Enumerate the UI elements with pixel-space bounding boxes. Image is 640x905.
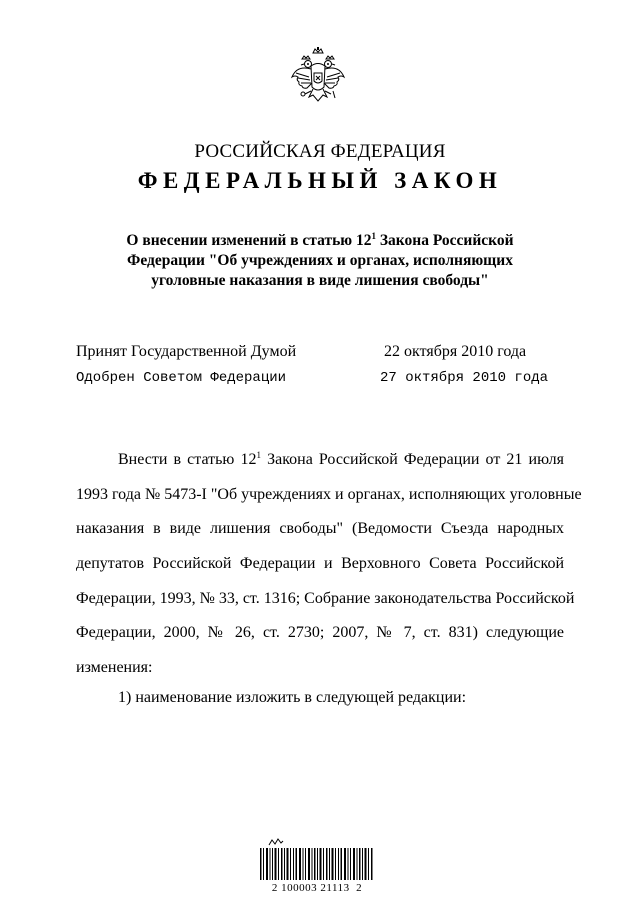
coat-of-arms-emblem (289, 47, 347, 117)
barcode-number: 2 100003 21113 2 (271, 882, 363, 894)
approved-date: 27 октября 2010 года (380, 370, 549, 386)
amendment-item-1: 1) наименование изложить в следующей редакции: (118, 689, 467, 706)
body-line-1 (76, 443, 564, 478)
body-line-5: Федерации, 1993, № 33, ст. 1316; Собрание законодательства Российской (76, 589, 575, 607)
subject-line-3: уголовные наказания в виде лишения свободы" (151, 272, 489, 289)
adopted-date: 22 октября 2010 года (384, 343, 527, 360)
body-line-6: Федерации, 2000, № 26, ст. 2730; 2007, № 7, ст. 831) следующие (76, 624, 564, 642)
approved-by-council-label: Одобрен Советом Федерации (76, 370, 287, 386)
subject-line-2: Федерации "Об учреждениях и органах, исполняющих (127, 252, 513, 269)
barcode-logo-mark (268, 838, 284, 846)
subject-line-1-tail: Закона Российской (376, 232, 514, 249)
document-type-title: ФЕДЕРАЛЬНЫЙ ЗАКОН (137, 168, 503, 193)
body-line-3: наказания в виде лишения свободы" (Ведомости Съезда народных (76, 520, 564, 538)
body-line-2: 1993 года № 5473-I "Об учреждениях и органах, исполняющих уголовные (76, 485, 582, 503)
country-name: РОССИЙСКАЯ ФЕДЕРАЦИЯ (194, 141, 446, 162)
barcode (258, 838, 376, 898)
body-line-7: изменения: (76, 659, 153, 677)
adopted-by-duma-label: Принят Государственной Думой (76, 343, 297, 360)
subject-superscript: 1 (371, 231, 376, 241)
subject-line-1 (110, 231, 530, 251)
body-line-4: депутатов Российской Федерации и Верховного Совета Российской (76, 555, 564, 573)
subject-line-1-text: О внесении изменений в статью 12 (126, 232, 372, 249)
law-subject-title (110, 231, 530, 291)
law-body-paragraph (76, 443, 582, 686)
body-line-1-text: Внести в статью 12 (118, 451, 257, 468)
body-superscript: 1 (256, 450, 261, 460)
body-line-1-tail: Закона Российской Федерации от 21 июля (260, 451, 564, 468)
barcode-bars (258, 848, 376, 880)
